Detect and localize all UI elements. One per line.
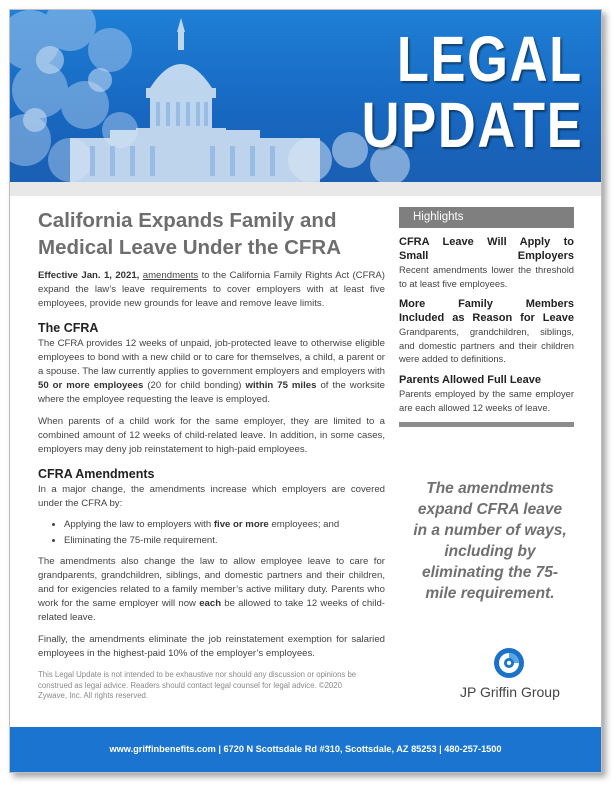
legal-disclaimer: This Legal Update is not intended to be exhaustive nor should any discussion or opinions be construed as legal advice. Readers should contact legal counsel for legal advice. ©2020 Zywave, Inc. All rights reserved. <box>38 670 357 700</box>
article-headline <box>38 207 385 261</box>
section-heading-cfra: The CFRA <box>38 321 99 335</box>
cfra-bold-50: 50 or more employees <box>38 380 144 391</box>
amendments-paragraph-3: Finally, the amendments eliminate the job reinstatement exemption for salaried employees in the highest-paid 10% of the employer’s employees. <box>38 634 385 659</box>
amendments-paragraph-1: In a major change, the amendments increase which employers are covered under the CFRA by: <box>38 484 385 509</box>
logo-wordmark: JP Griffin Group <box>460 684 560 700</box>
highlight-title <box>399 236 574 263</box>
intro-paragraph <box>38 269 385 311</box>
highlight-text: Grandparents, grandchildren, siblings, and domestic partners and their children were added to definitions. <box>399 326 574 364</box>
intro-text: to the California Family Rights Act (CFRA) expand the law’s leave requirements to cover employers with at least five employees, provide new grounds for leave and remove leave limits. <box>38 270 385 309</box>
cfra-text-a: The CFRA provides 12 weeks of unpaid, job-protected leave to otherwise eligible employees to bond with a new child or to care for themselves, a child, a parent or a spouse. The law currently applies to government employers and employers with <box>38 338 385 377</box>
list-item: • Eliminating the 75-mile requirement. <box>64 533 385 549</box>
highlight-text: Parents employed by the same employer are each allowed 12 weeks of leave. <box>399 388 574 413</box>
cfra-bold-75: within 75 miles <box>245 380 317 391</box>
highlight-title: Parents Allowed Full Leave <box>399 373 542 386</box>
amend-p2-text-c: be allowed to take 12 weeks of child-related leave. <box>38 598 385 623</box>
header-banner <box>10 10 601 182</box>
cfra-text-c: (20 for child bonding) <box>143 380 246 391</box>
highlight-title-line1: More Family Members <box>399 298 574 310</box>
banner-title-line1: LEGAL <box>396 23 583 95</box>
highlight-title-line2: Included as Reason for Leave <box>399 311 574 324</box>
amendments-link[interactable]: amendments <box>142 270 199 281</box>
banner-title-line2: UPDATE <box>361 89 583 161</box>
company-logo[interactable] <box>456 644 586 704</box>
legal-update-page <box>9 9 602 773</box>
bullet1-bold: five or more <box>213 519 269 530</box>
cfra-paragraph-1 <box>38 337 385 407</box>
bullet1-text-a: Applying the law to employers with <box>64 519 214 530</box>
effective-date: Effective Jan. 1, 2021, <box>38 270 140 281</box>
highlight-item <box>399 374 574 415</box>
highlights-sidebar <box>399 207 574 427</box>
highlight-title-line1: CFRA Leave Will Apply to <box>399 236 574 248</box>
bullet1-text-c: employees; and <box>268 519 340 530</box>
highlight-title <box>399 298 574 325</box>
amend-p2-bold: each <box>199 598 222 609</box>
highlights-header: Highlights <box>399 207 574 228</box>
highlight-title-line2: Small Employers <box>399 249 574 262</box>
section-heading-amendments: CFRA Amendments <box>38 467 155 481</box>
highlight-item <box>399 298 574 366</box>
amend-p2-text-a: The amendments also change the law to allow employee leave to care for grandparents, grandchildren, siblings, and domestic partners and their children, and for exigencies related to a family member’s active military duty. Parents who work for the same employer will now <box>38 556 385 609</box>
highlight-item <box>399 236 574 290</box>
highlight-text: Recent amendments lower the threshold to at least five employees. <box>399 264 574 289</box>
pull-quote: The amendments expand CFRA leave in a number of ways, including by eliminating the 75-mile requirement. <box>413 480 567 602</box>
cfra-text-d: of the worksite where the employee requesting the leave is employed. <box>38 380 385 405</box>
cfra-paragraph-2: When parents of a child work for the same employer, they are limited to a combined amount of 12 weeks of child-related leave. In addition, in some cases, employers may deny job reinstatement to high-paid employees. <box>38 416 385 455</box>
list-item <box>64 517 385 533</box>
logo-swirl-icon <box>492 646 526 680</box>
headline-line1: California Expands Family and <box>38 209 337 232</box>
article <box>38 207 385 661</box>
banner-divider <box>10 182 601 196</box>
headline-line2: Medical Leave Under the CFRA <box>38 236 342 259</box>
footer-bar: www.griffinbenefits.com | 6720 N Scottsdale Rd #310, Scottsdale, AZ 85253 | 480-257-1500 <box>10 727 601 772</box>
highlights-bottom-rule <box>399 422 574 427</box>
amendments-paragraph-2 <box>38 555 385 625</box>
amendments-list <box>38 517 385 549</box>
